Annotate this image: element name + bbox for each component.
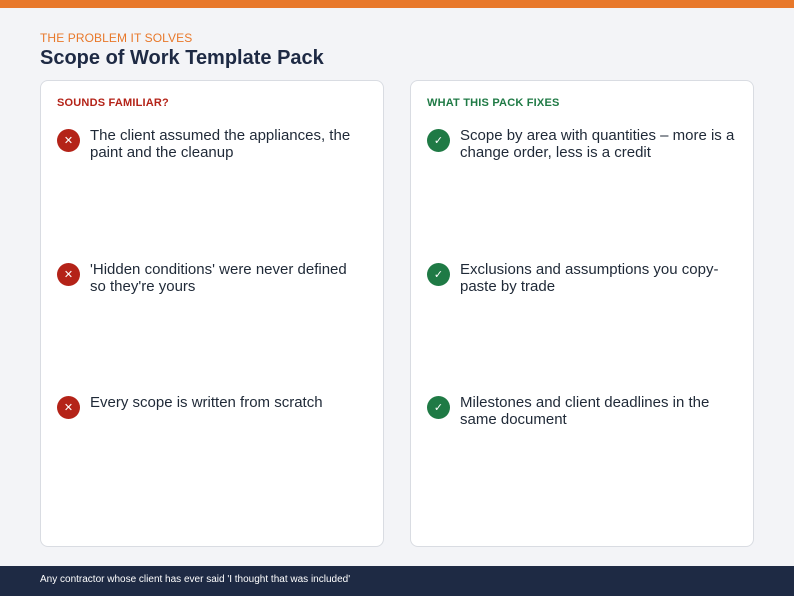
footer-text: Any contractor whose client has ever said 'I thought that was included' [40,574,351,585]
problem-text: Every scope is written from scratch [90,394,323,411]
check-icon: ✓ [427,129,450,152]
fix-text: Scope by area with quantities – more is a change order, less is a credit [460,127,735,161]
check-icon: ✓ [427,263,450,286]
problems-heading: SOUNDS FAMILIAR? [57,97,169,109]
section-eyebrow: THE PROBLEM IT SOLVES [40,31,193,45]
fix-text: Milestones and client deadlines in the same document [460,394,710,428]
fix-text: Exclusions and assumptions you copy-paste by trade [460,261,719,295]
page-title: Scope of Work Template Pack [40,47,324,69]
problems-card [40,80,384,547]
x-icon: ✕ [57,263,80,286]
fixes-card [410,80,754,547]
fixes-heading: WHAT THIS PACK FIXES [427,97,560,109]
x-icon: ✕ [57,129,80,152]
problem-text: 'Hidden conditions' were never defined so they're yours [90,261,347,295]
accent-bar [0,0,794,8]
footer-bar [0,566,794,596]
problem-text: The client assumed the appliances, the paint and the cleanup [90,127,351,161]
x-icon: ✕ [57,396,80,419]
check-icon: ✓ [427,396,450,419]
